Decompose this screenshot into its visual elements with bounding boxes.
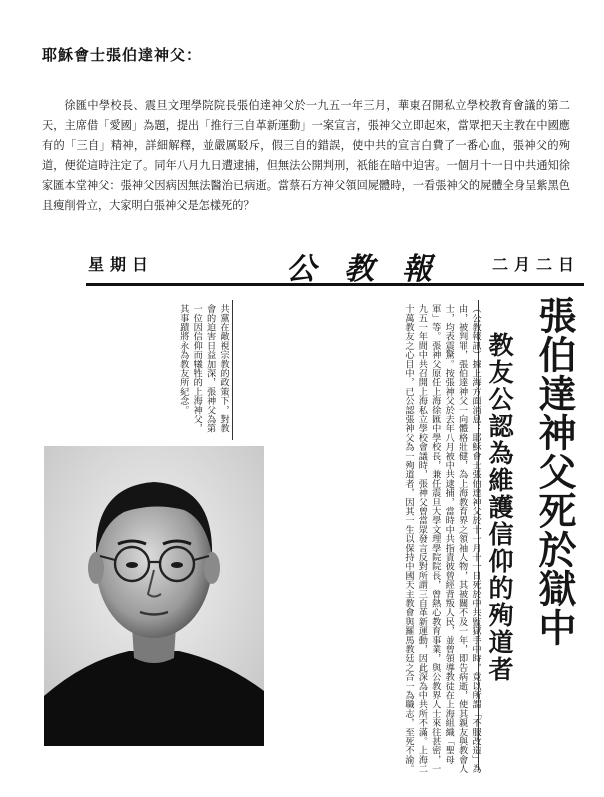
newspaper-name: 公教報 bbox=[286, 252, 460, 287]
newspaper-weekday: 星期日 bbox=[88, 255, 155, 274]
newspaper-date: 二月二日 bbox=[491, 255, 580, 274]
newspaper-masthead bbox=[86, 246, 584, 286]
article-subheadline: 教友公認為維護信仰的殉道者 bbox=[485, 332, 514, 683]
portrait-photo bbox=[44, 446, 264, 746]
column-rule bbox=[232, 300, 233, 440]
article-headline: 張伯達神父死於獄中 bbox=[532, 296, 577, 647]
document-title: 耶穌會士張伯達神父： bbox=[42, 46, 203, 64]
article-text: （公教報訊）據上海方面消息：耶穌會士張伯達神父於十一月十一日死於中共監獄手中時，竟以所謂「不服改造」為由，被判罪，張伯達神父一向體格壯健，為上海教育界之領袖人物，其被關不及一年，即告病逝，使其親友與教會人士，均表震驚。按張神父於去年八月被中共逮捕，當時中共指責彼曾經背叛人民，並曾領導教徒在上海組織「聖母軍」等。張神父原任上海徐匯中學校長，兼任震旦大學文理學院院長，曾熱心教育事業，與公教界人士來往甚密，一九五一年間中共召開上海私立學校會議時，張神父曾當眾發言反對所謂三自革新運動，因此深為中共所不滿。上海二十萬教友之心目中，已公認張神父為一殉道者，因其一生以保持中國天主教會與羅馬教廷之合一為職志，至死不渝。 bbox=[402, 304, 481, 774]
article-text-continued: 共黨在敵視宗教的政策下，對教會的迫害日益加深，張神父為第一位因信仰而犧牲的上海神父，其事蹟將永為教友所紀念。 bbox=[177, 304, 229, 433]
document-body: 徐匯中學校長、震旦文理學院院長張伯達神父於一九五一年三月，華東召開私立學校教育會議的第二天，主席借「愛國」為題，提出「推行三自革新運動」一案宣言，張神父立即起來，當眾把天主教在中國應有的「三自」精神，詳細解釋，並嚴厲駁斥，假三自的錯誤，使中共的宣言白費了一番心血，張神父的殉道，便從這時注定了。同年八月九日遭逮捕，但無法公開判刑，祇能在暗中迫害。一個月十一日中共通知徐家匯本堂神父：張神父因病因無法醫治已病逝。當蔡石方神父領回屍體時，一看張神父的屍體全身呈紫黑色且瘦削骨立，大家明白張神父是怎樣死的？ bbox=[42, 99, 570, 212]
